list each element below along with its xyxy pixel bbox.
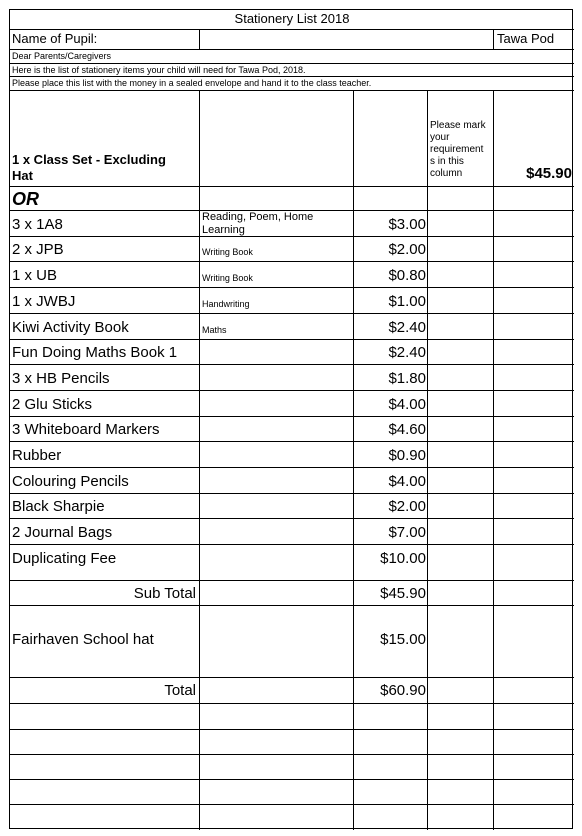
item-name: 2 Journal Bags (12, 524, 113, 541)
item-price: $1.80 (388, 370, 426, 387)
item-price: $1.00 (388, 293, 426, 310)
hat-mark-cell[interactable] (428, 606, 493, 677)
item-price: $3.00 (388, 216, 426, 233)
hat-label: Fairhaven School hat (12, 631, 154, 648)
subtotal-value: $45.90 (380, 585, 426, 602)
item-price: $4.60 (388, 421, 426, 438)
item-mark-cell[interactable] (428, 365, 493, 390)
class-set-label-2: Hat (12, 168, 33, 183)
intro-line: Here is the list of stationery items your child will need for Tawa Pod, 2018. (12, 65, 306, 75)
total-label: Total (164, 682, 196, 699)
stationery-form (9, 9, 573, 829)
mark-column-note: Please mark your requirement s in this column (430, 120, 486, 179)
item-name: Colouring Pencils (12, 473, 129, 490)
hat-price: $15.00 (380, 631, 426, 648)
item-use: Writing Book (202, 273, 253, 283)
item-mark-cell[interactable] (428, 237, 493, 261)
form-title: Stationery List 2018 (234, 11, 350, 26)
item-name: Rubber (12, 447, 62, 464)
item-mark-cell[interactable] (428, 288, 493, 313)
pupil-name-label: Name of Pupil: (12, 31, 98, 46)
pod-name: Tawa Pod (497, 31, 555, 46)
item-price: $0.90 (388, 447, 426, 464)
item-price: $2.40 (388, 344, 426, 361)
item-mark-cell[interactable] (428, 391, 493, 416)
intro-line: Dear Parents/Caregivers (12, 51, 112, 61)
item-mark-cell[interactable] (428, 314, 493, 339)
item-mark-cell[interactable] (428, 340, 493, 364)
item-name: 3 x 1A8 (12, 216, 63, 233)
item-name: Black Sharpie (12, 498, 105, 515)
item-name: 3 x HB Pencils (12, 370, 110, 387)
item-price: $10.00 (380, 550, 426, 567)
item-name: 1 x UB (12, 267, 58, 284)
item-mark-cell[interactable] (428, 494, 493, 518)
item-price: $2.40 (388, 319, 426, 336)
or-label: OR (12, 189, 39, 209)
item-name: 3 Whiteboard Markers (12, 421, 160, 438)
item-use: Maths (202, 325, 227, 335)
item-use: Handwriting (202, 299, 250, 309)
item-mark-cell[interactable] (428, 211, 493, 236)
item-mark-cell[interactable] (428, 545, 493, 570)
pupil-name-field[interactable] (200, 30, 493, 49)
item-name: Fun Doing Maths Book 1 (12, 344, 178, 361)
item-mark-cell[interactable] (428, 262, 493, 287)
item-name: Duplicating Fee (12, 550, 117, 567)
item-mark-cell[interactable] (428, 519, 493, 544)
item-price: $4.00 (388, 396, 426, 413)
item-mark-cell[interactable] (428, 442, 493, 467)
class-set-price: $45.90 (526, 165, 572, 182)
class-set-label: 1 x Class Set - Excluding (12, 152, 166, 167)
item-price: $0.80 (388, 267, 426, 284)
item-price: $4.00 (388, 473, 426, 490)
item-name: 1 x JWBJ (12, 293, 76, 310)
item-price: $7.00 (388, 524, 426, 541)
item-mark-cell[interactable] (428, 417, 493, 441)
item-name: 2 x JPB (12, 241, 64, 258)
item-price: $2.00 (388, 241, 426, 258)
item-use: Reading, Poem, Home (202, 211, 314, 223)
subtotal-label: Sub Total (133, 585, 196, 602)
item-price: $2.00 (388, 498, 426, 515)
intro-line: Please place this list with the money in a sealed envelope and hand it to the class teacher. (12, 78, 372, 88)
item-mark-cell[interactable] (428, 468, 493, 493)
item-use: Writing Book (202, 247, 253, 257)
item-use: Learning (202, 224, 245, 236)
total-value: $60.90 (380, 682, 426, 699)
item-name: Kiwi Activity Book (12, 319, 129, 336)
item-name: 2 Glu Sticks (12, 396, 93, 413)
